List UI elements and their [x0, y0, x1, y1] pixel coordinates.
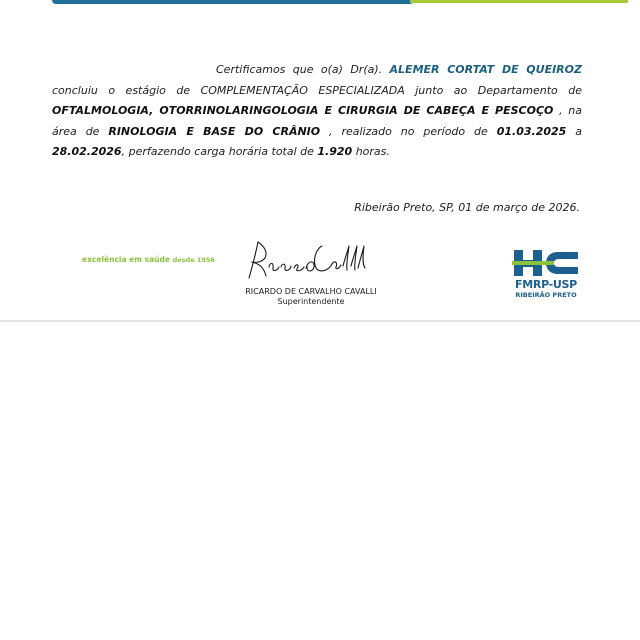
handwritten-signature-icon	[244, 238, 374, 282]
tagline-since: desde 1956	[172, 256, 215, 264]
recipient-name: ALEMER CORTAT DE QUEIROZ	[389, 63, 582, 76]
place-and-date: Ribeirão Preto, SP, 01 de março de 2026.	[354, 201, 580, 214]
logo-text-fmrp-usp: FMRP-USP	[515, 278, 577, 291]
total-hours: 1.920	[317, 145, 353, 159]
title-accent-line	[410, 0, 628, 3]
hc-logo-icon	[512, 248, 580, 278]
title-lettering-fragment	[52, 0, 414, 4]
signatory-role: Superintendente	[277, 297, 345, 306]
specialty-area: RINOLOGIA E BASE DO CRÂNIO	[108, 124, 321, 138]
tagline-main: excelência em saúde	[82, 255, 170, 264]
hospital-logo	[512, 248, 580, 300]
logo-text-ribeirao-preto: RIBEIRÃO PRETO	[515, 291, 577, 299]
body-seg-2: concluiu o estágio de COMPLEMENTAÇÃO ESPECIALIZADA junto ao Departamento de	[52, 83, 582, 97]
page-bottom-edge	[0, 320, 640, 322]
department-name: OFTALMOLOGIA, OTORRINOLARINGOLOGIA E CIRURGIA DE CABEÇA E PESCOÇO	[52, 104, 554, 118]
certificate-body	[52, 60, 582, 163]
body-seg-8: a	[566, 124, 582, 138]
body-seg-0: Certificamos que o(a) Dr(a).	[216, 63, 390, 76]
signatory-name: RICARDO DE CARVALHO CAVALLI	[245, 287, 377, 296]
body-seg-10: , perfazendo carga horária total de	[121, 145, 318, 159]
body-seg-12: horas.	[352, 145, 390, 159]
body-seg-4: , na área de	[52, 104, 582, 138]
start-date: 01.03.2025	[496, 124, 567, 138]
end-date: 28.02.2026	[52, 145, 122, 159]
body-seg-6: , realizado no período de	[320, 124, 497, 138]
hospital-tagline	[82, 255, 215, 264]
certificate-title-banner	[0, 0, 640, 6]
